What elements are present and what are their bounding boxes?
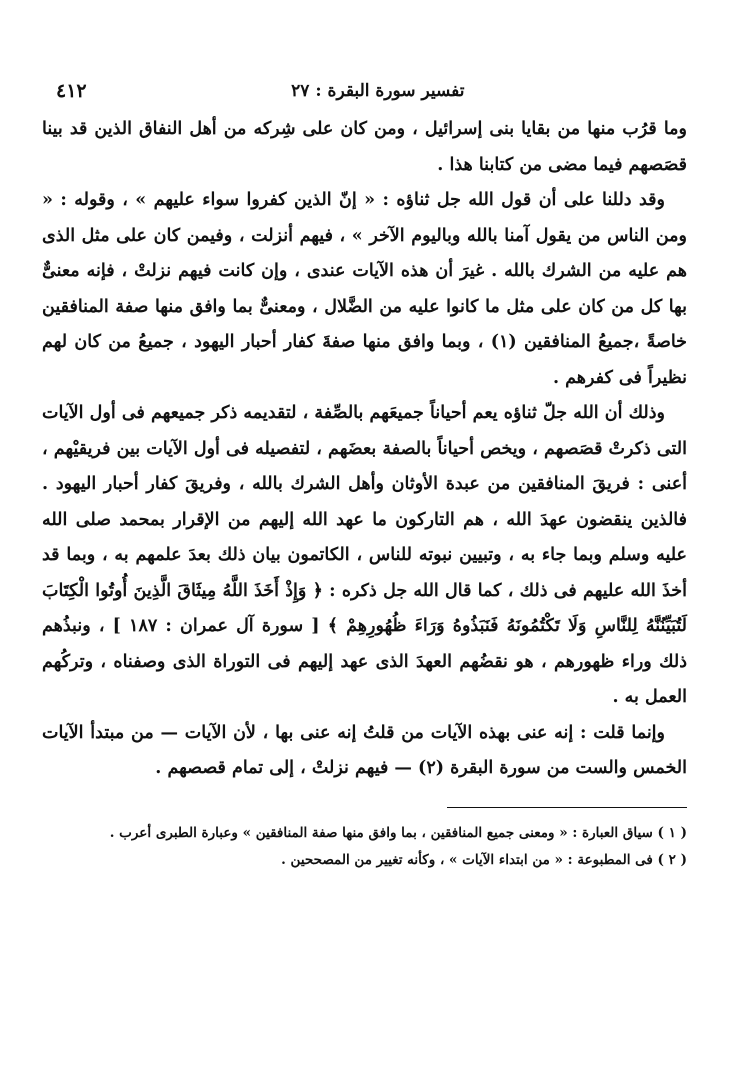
paragraph-1: وما قرُب منها من بقايا بنى إسرائيل ، ومن كان على شِركه من أهل النفاق الذين قد بينا قصَصهم فيما مضى من كتابنا هذا .	[42, 119, 687, 175]
paragraph-3: وذلك أن الله جلّ ثناؤه يعم أحياناً جميعَهم بالصِّفة ، لتقديمه ذكر جميعهم فى أول الآيات التى ذكرتْ قصَصهم ، ويخص أحياناً بالصفة بعضَهم ، لتفصيله فى أول الآيات بين فريقيْهم ، أعنى : فريقَ المنافقين من عبدة الأوثان وأهل الشرك بالله ، وفريقَ كفار أحبار اليهود . فالذين ينقضون عهدَ الله ، هم التاركون ما عهد الله إليهم من الإقرار بمحمد صلى الله عليه وسلم وبما جاء به ، وتبيين نبوته للناس ، الكاتمون بيان ذلك بعدَ علمهم به ، وبما قد أخذَ الله عليهم فى ذلك ، كما قال الله جل ذكره : ﴿ وَإِذْ أَخَذَ اللَّهُ مِيثَاقَ الَّذِينَ أُوتُوا الْكِتَابَ لَتُبَيِّنُنَّهُ لِلنَّاسِ وَلَا تَكْتُمُونَهُ فَنَبَذُوهُ وَرَاءَ ظُهُورِهِمْ ﴾ [ سورة آل عمران : ١٨٧ ] ، ونبذُهم ذلك وراء ظهورهم ، هو نقضُهم العهدَ الذى عهد إليهم فى التوراة الذى وصفناه ، وتركُهم العمل به .	[42, 403, 687, 707]
running-title: تفسير سورة البقرة : ٢٧	[291, 81, 465, 101]
main-text	[42, 112, 687, 787]
footnote-1: ( ١ ) سياق العبارة : « ومعنى جميع المنافقين ، بما وافق منها صفة المنافقين » وعبارة الطبرى أعرب .	[109, 824, 687, 841]
page-number: ٤١٢	[56, 80, 87, 102]
footnote-2: ( ٢ ) فى المطبوعة : « من ابتداء الآيات » ، وكأنه تغيير من المصححين .	[281, 851, 687, 868]
page-header	[42, 78, 687, 104]
footnotes	[42, 820, 687, 874]
paragraph-2: وقد دللنا على أن قول الله جل ثناؤه : « إنّ الذين كفروا سواء عليهم » ، وقوله : « ومن الناس من يقول آمنا بالله وباليوم الآخر » ، فيهم أنزلت ، وفيمن كان على مثل الذى هم عليه من الشرك بالله . غيرَ أن هذه الآيات عندى ، وإن كانت فيهم نزلتْ ، فإنه معنىٌّ بها كل من كان على مثل ما كانوا عليه من الضَّلال ، ومعنىٌّ بما وافق منها صفة المنافقين خاصةً ،جميعُ المنافقين (١) ، وبما وافق منها صفةَ كفار أحبار اليهود ، جميعُ من كان لهم نظيراً فى كفرهم .	[42, 190, 688, 388]
footnote-separator	[447, 807, 687, 808]
paragraph-4: وإنما قلت : إنه عنى بهذه الآيات من قلتُ إنه عنى بها ، لأن الآيات — من مبتدأ الآيات الخمس والست من سورة البقرة (٢) — فيهم نزلتْ ، إلى تمام قصصهم .	[42, 722, 687, 778]
